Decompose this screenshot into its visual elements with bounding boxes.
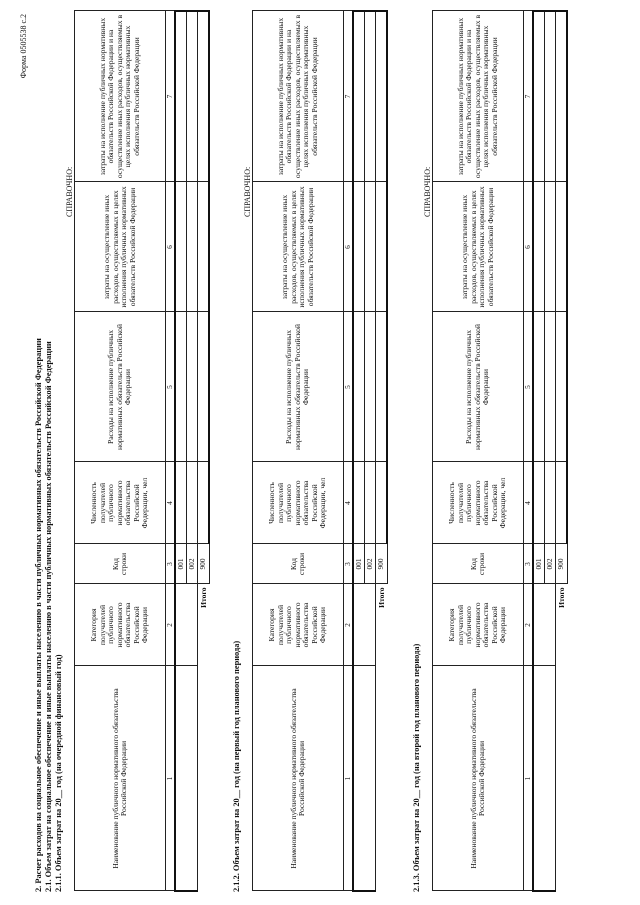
reference-label: СПРАВОЧНО:: [243, 166, 252, 217]
column-header: затраты на исполнение публичных нормативных обязательств Российской Федерации и на осуществление иных расходов, осуществляемых в целях исполнения публичных нормативных обязательств Российской Федерации: [253, 11, 344, 182]
column-number: 6: [344, 182, 354, 312]
heading-section-2-1: 2.1. Объем затрат на социальное обеспечение и иные выплаты населению в части публичных нормативных обязательств Российской Федерации: [44, 341, 53, 892]
column-number: 4: [524, 462, 534, 544]
column-number: 6: [166, 182, 176, 312]
data-table: [252, 10, 388, 892]
row-code: 002: [187, 544, 198, 584]
column-number: 7: [524, 11, 534, 182]
reference-label: СПРАВОЧНО:: [65, 166, 74, 217]
column-header: Категория получателей публичного нормативного обязательства Российской Федерации: [433, 584, 524, 666]
column-header: затраты на осуществление иных расходов, осуществляемых в целях исполнения публичных нормативных обязательств Российской Федерации: [75, 182, 166, 312]
total-code: 900: [556, 544, 568, 584]
column-number: 3: [166, 544, 176, 584]
column-number: 3: [524, 544, 534, 584]
section-title: 2.1.1. Объем затрат на 20__ год (на очередной финансовый год): [54, 654, 63, 892]
column-number: 7: [166, 11, 176, 182]
column-header: Код строки: [253, 544, 344, 584]
total-row: [376, 11, 388, 891]
section-title: 2.1.2. Объем затрат на 20__ год (на первый год планового периода): [232, 640, 241, 892]
total-label: Итого: [376, 587, 386, 608]
total-row: [198, 11, 210, 891]
row-code: 002: [545, 544, 556, 584]
column-number: 7: [344, 11, 354, 182]
column-header: Численность получателей публичного нормативного обязательства Российской Федерации, чел: [433, 462, 524, 544]
table-row: [175, 11, 187, 891]
data-table: [74, 10, 210, 892]
column-header: Наименование публичного нормативного обязательства Российской Федерации: [253, 666, 344, 891]
data-table: [432, 10, 568, 892]
column-number: 3: [344, 544, 354, 584]
column-header: затраты на осуществление иных расходов, осуществляемых в целях исполнения публичных нормативных обязательств Российской Федерации: [253, 182, 344, 312]
column-number: 2: [166, 584, 176, 666]
section-title: 2.1.3. Объем затрат на 20__ год (на второй год планового периода): [412, 643, 421, 892]
column-header: Расходы на исполнение публичных нормативных обязательств Российской Федерации: [433, 312, 524, 462]
column-number: 2: [344, 584, 354, 666]
document-page: [20, 12, 620, 892]
column-header: Наименование публичного нормативного обязательства Российской Федерации: [433, 666, 524, 891]
column-header: затраты на исполнение публичных нормативных обязательств Российской Федерации и на осуществление иных расходов, осуществляемых в целях исполнения публичных нормативных обязательств Российской Федерации: [75, 11, 166, 182]
form-code: Форма 0505538 с.2: [19, 14, 28, 79]
row-code: 001: [353, 544, 365, 584]
table-row: [353, 11, 365, 891]
total-label: Итого: [556, 587, 566, 608]
column-number: 4: [166, 462, 176, 544]
column-header: Код строки: [75, 544, 166, 584]
column-header: Расходы на исполнение публичных нормативных обязательств Российской Федерации: [75, 312, 166, 462]
row-code: 001: [175, 544, 187, 584]
column-number: 1: [166, 666, 176, 891]
column-number: 2: [524, 584, 534, 666]
column-number: 6: [524, 182, 534, 312]
total-label: Итого: [198, 587, 208, 608]
row-code: 002: [365, 544, 376, 584]
heading-section-2: 2. Расчет расходов на социальное обеспечение и иные выплаты населению в части публичных нормативных обязательств Российской Федерации: [34, 338, 43, 892]
total-code: 900: [198, 544, 210, 584]
column-header: Категория получателей публичного нормативного обязательства Российской Федерации: [253, 584, 344, 666]
column-number: 1: [344, 666, 354, 891]
total-code: 900: [376, 544, 388, 584]
column-number: 5: [524, 312, 534, 462]
total-row: [556, 11, 568, 891]
column-header: Наименование публичного нормативного обязательства Российской Федерации: [75, 666, 166, 891]
row-code: 001: [533, 544, 545, 584]
table-row: [533, 11, 545, 891]
column-number: 5: [166, 312, 176, 462]
reference-label: СПРАВОЧНО:: [423, 166, 432, 217]
column-header: Расходы на исполнение публичных нормативных обязательств Российской Федерации: [253, 312, 344, 462]
column-header: затраты на исполнение публичных нормативных обязательств Российской Федерации и на осуществление иных расходов, осуществляемых в целях исполнения публичных нормативных обязательств Российской Федерации: [433, 11, 524, 182]
column-header: Код строки: [433, 544, 524, 584]
column-number: 1: [524, 666, 534, 891]
column-number: 5: [344, 312, 354, 462]
column-header: Численность получателей публичного нормативного обязательства Российской Федерации, чел: [253, 462, 344, 544]
column-header: Численность получателей публичного нормативного обязательства Российской Федерации, чел: [75, 462, 166, 544]
column-number: 4: [344, 462, 354, 544]
column-header: затраты на осуществление иных расходов, осуществляемых в целях исполнения публичных нормативных обязательств Российской Федерации: [433, 182, 524, 312]
column-header: Категория получателей публичного нормативного обязательства Российской Федерации: [75, 584, 166, 666]
